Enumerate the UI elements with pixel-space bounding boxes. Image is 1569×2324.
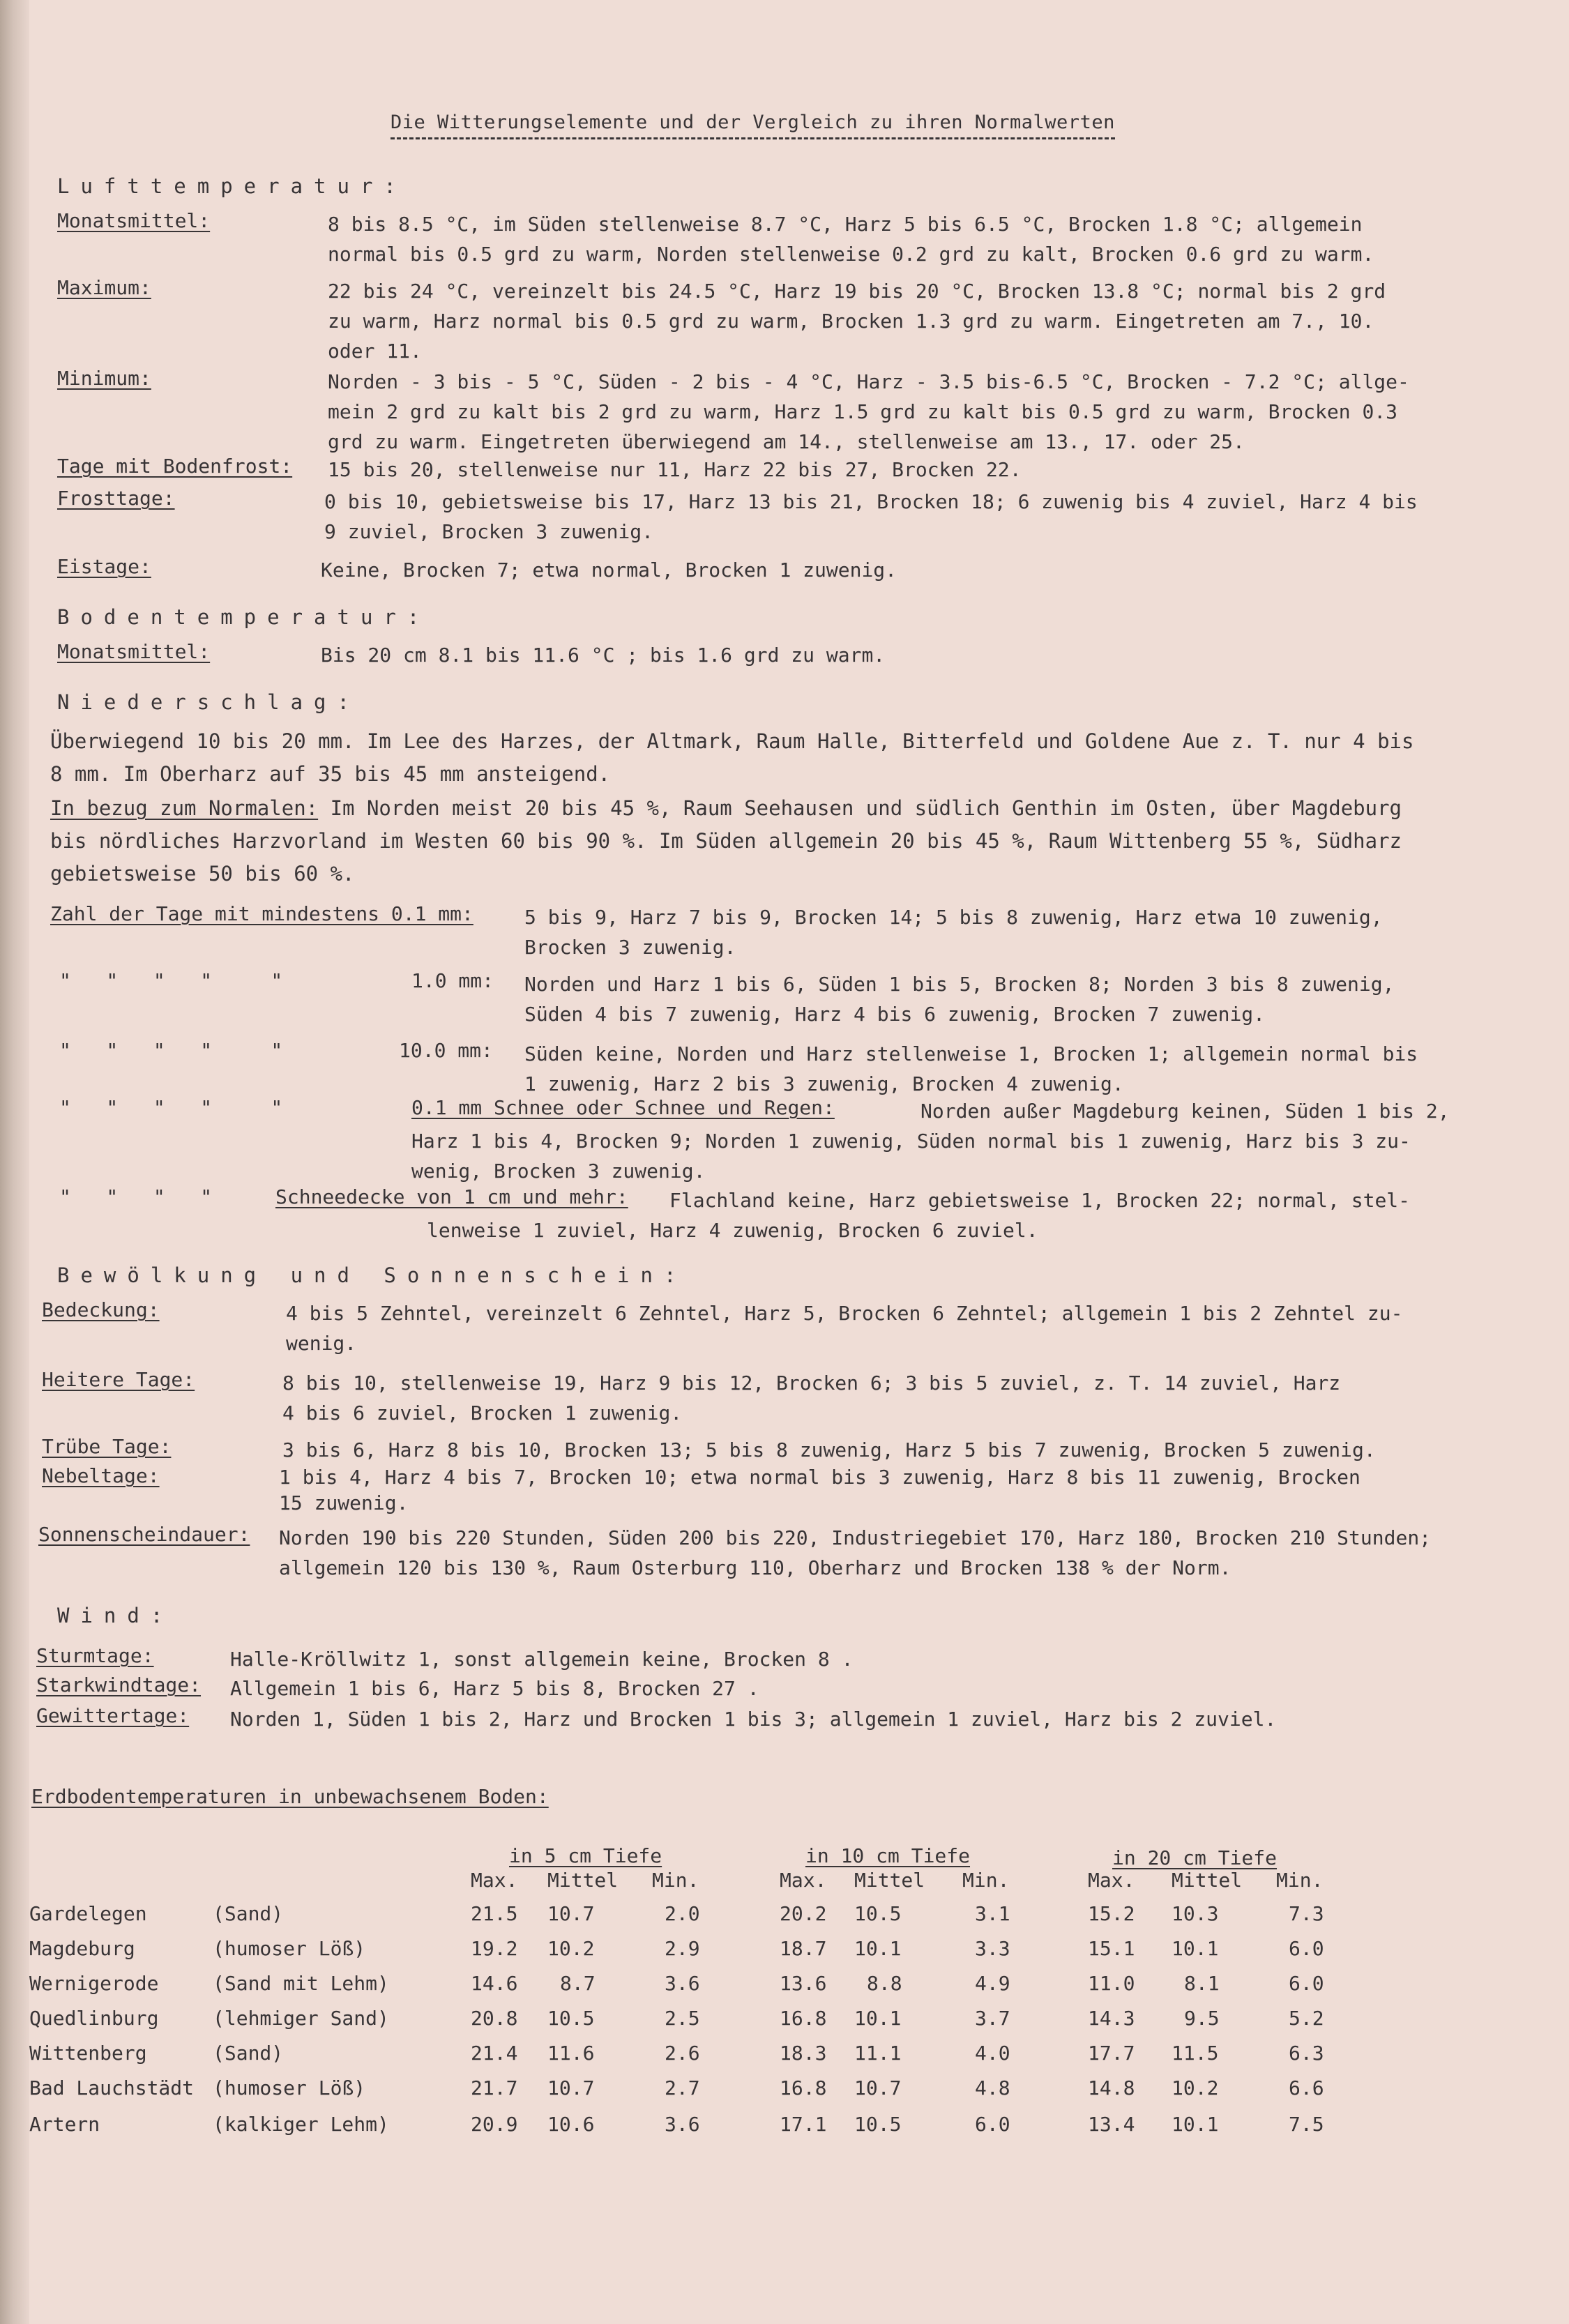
mm10-text: Süden keine, Norden und Harz stellenweise 1, Brocken 1; allgemein normal bis 1 zuwenig, Harz 2 bis 3 zuwenig, Brocken 4 zuwenig. [524, 1042, 1418, 1095]
table-cell: 15.1 [1088, 1937, 1135, 1960]
soil-type: (Sand) [213, 2042, 284, 2065]
table-cell: 7.3 [1289, 1902, 1324, 1925]
table-cell: 14.8 [1088, 2076, 1135, 2099]
schneedecke-text: Flachland keine, Harz gebietsweise 1, Brocken 22; normal, stel- [669, 1189, 1411, 1212]
starkwindtage-label: Starkwindtage: [36, 1673, 202, 1696]
table-cell: 2.6 [665, 2042, 700, 2065]
table-cell: 10.2 [547, 1937, 595, 1960]
table-cell: 6.0 [975, 2113, 1010, 2136]
luft-minimum-label: Minimum: [57, 367, 151, 390]
heitere-tage-label: Heitere Tage: [42, 1368, 195, 1391]
station-name: Artern [29, 2113, 100, 2136]
document-title: Die Witterungselemente und der Vergleich zu ihren Normalwerten [391, 112, 1115, 139]
sturmtage-text: Halle-Kröllwitz 1, sonst allgemein keine, Brocken 8 . [230, 1648, 854, 1671]
ditto-marks-1mm: " " " " " [59, 969, 283, 992]
sub-header-mittel: Mittel [854, 1869, 925, 1892]
sub-header-max: Max. [780, 1869, 827, 1892]
tage-mindestens-text: 5 bis 9, Harz 7 bis 9, Brocken 14; 5 bis 8 zuwenig, Harz etwa 10 zuwenig, Brocken 3 zuwenig. [524, 906, 1383, 959]
mm10-label: 10.0 mm: [399, 1039, 493, 1062]
station-name: Gardelegen [29, 1902, 147, 1925]
table-cell: 3.3 [975, 1937, 1010, 1960]
table-cell: 10.5 [547, 2007, 595, 2030]
heitere-tage-text: 8 bis 10, stellenweise 19, Harz 9 bis 12, Brocken 6; 3 bis 5 zuviel, z. T. 14 zuviel, Harz 4 bis 6 zuviel, Brocken 1 zuwenig. [282, 1372, 1341, 1425]
depth-header-10cm: in 10 cm Tiefe [805, 1844, 971, 1867]
table-cell: 20.2 [780, 1902, 827, 1925]
luft-eistage-text: Keine, Brocken 7; etwa normal, Brocken 1 zuwenig. [321, 559, 897, 582]
table-cell: 10.7 [854, 2076, 902, 2099]
luft-bodenfrost-text: 15 bis 20, stellenweise nur 11, Harz 22 bis 27, Brocken 22. [328, 458, 1022, 481]
section-bewoelkung-heading: Bewölkung und Sonnenschein: [57, 1263, 688, 1287]
table-cell: 11.0 [1088, 1972, 1135, 1995]
table-cell: 13.4 [1088, 2113, 1135, 2136]
bedeckung-text: 4 bis 5 Zehntel, vereinzelt 6 Zehntel, Harz 5, Brocken 6 Zehntel; allgemein 1 bis 2 Zehntel zu- wenig. [286, 1302, 1403, 1355]
table-cell: 2.7 [665, 2076, 700, 2099]
table-cell: 10.1 [854, 2007, 902, 2030]
table-cell: 20.8 [471, 2007, 518, 2030]
nebeltage-label: Nebeltage: [42, 1464, 160, 1487]
table-cell: 16.8 [780, 2076, 827, 2099]
table-cell: 3.7 [975, 2007, 1010, 2030]
table-cell: 6.6 [1289, 2076, 1324, 2099]
table-cell: 10.7 [547, 2076, 595, 2099]
table-cell: 18.7 [780, 1937, 827, 1960]
soil-type: (Sand) [213, 1902, 284, 1925]
section-bodentemperatur-heading: Bodentemperatur: [57, 605, 431, 629]
table-cell: 6.0 [1289, 1972, 1324, 1995]
table-cell: 8.7 [560, 1972, 596, 1995]
section-niederschlag-heading: Niederschlag: [57, 690, 361, 714]
table-cell: 3.6 [665, 2113, 700, 2136]
erdboden-heading: Erdbodentemperaturen in unbewachsenem Boden: [31, 1785, 549, 1808]
depth-header-5cm: in 5 cm Tiefe [509, 1844, 662, 1867]
schneedecke-label: Schneedecke von 1 cm und mehr: [275, 1185, 628, 1208]
table-cell: 11.1 [854, 2042, 902, 2065]
niederschlag-bezug-paragraph [50, 792, 1543, 890]
sub-header-min: Min. [962, 1869, 1010, 1892]
schnee-regen-text: Norden außer Magdeburg keinen, Süden 1 bis 2, [920, 1100, 1450, 1123]
table-cell: 10.6 [547, 2113, 595, 2136]
table-cell: 21.4 [471, 2042, 518, 2065]
table-cell: 6.3 [1289, 2042, 1324, 2065]
table-cell: 14.6 [471, 1972, 518, 1995]
bedeckung-label: Bedeckung: [42, 1298, 160, 1321]
sub-header-min: Min. [1276, 1869, 1324, 1892]
sub-header-mittel: Mittel [547, 1869, 619, 1892]
table-cell: 21.5 [471, 1902, 518, 1925]
ditto-marks-schnee: " " " " " [59, 1096, 283, 1119]
table-cell: 8.1 [1184, 1972, 1220, 1995]
table-cell: 4.8 [975, 2076, 1010, 2099]
soil-type: (lehmiger Sand) [213, 2007, 389, 2030]
station-name: Wittenberg [29, 2042, 147, 2065]
luft-eistage-label: Eistage: [57, 555, 151, 578]
table-cell: 20.9 [471, 2113, 518, 2136]
niederschlag-intro: Überwiegend 10 bis 20 mm. Im Lee des Harzes, der Altmark, Raum Halle, Bitterfeld und Goldene Aue z. T. nur 4 bis 8 mm. Im Oberharz auf 35 bis 45 mm ansteigend. [50, 729, 1414, 786]
luft-monatsmittel-text: 8 bis 8.5 °C, im Süden stellenweise 8.7 °C, Harz 5 bis 6.5 °C, Brocken 1.8 °C; allgemein normal bis 0.5 grd zu warm, Norden stellenweise 0.2 grd zu kalt, Brocken 0.6 grd zu warm. [328, 213, 1374, 266]
sub-header-min: Min. [652, 1869, 699, 1892]
table-cell: 14.3 [1088, 2007, 1135, 2030]
table-cell: 16.8 [780, 2007, 827, 2030]
table-cell: 11.6 [547, 2042, 595, 2065]
starkwindtage-text: Allgemein 1 bis 6, Harz 5 bis 8, Brocken 27 . [230, 1677, 759, 1700]
table-cell: 13.6 [780, 1972, 827, 1995]
luft-bodenfrost-label: Tage mit Bodenfrost: [57, 455, 293, 478]
sub-header-mittel: Mittel [1172, 1869, 1243, 1892]
luft-frosttage-text: 0 bis 10, gebietsweise bis 17, Harz 13 bis 21, Brocken 18; 6 zuwenig bis 4 zuviel, Harz 4 bis 9 zuviel, Brocken 3 zuwenig. [324, 490, 1418, 543]
table-cell: 11.5 [1172, 2042, 1219, 2065]
table-cell: 10.5 [854, 2113, 902, 2136]
table-cell: 7.5 [1289, 2113, 1324, 2136]
table-cell: 8.8 [867, 1972, 902, 1995]
section-wind-heading: Wind: [57, 1604, 174, 1627]
niederschlag-bezug-label: In bezug zum Normalen: [50, 796, 319, 820]
table-cell: 17.1 [780, 2113, 827, 2136]
schnee-regen-text-cont: Harz 1 bis 4, Brocken 9; Norden 1 zuwenig, Süden normal bis 1 zuwenig, Harz bis 3 zu- wenig, Brocken 3 zuwenig. [411, 1130, 1411, 1183]
ditto-marks-schneedecke: " " " " [59, 1185, 213, 1208]
sonnenscheindauer-label: Sonnenscheindauer: [38, 1523, 250, 1546]
table-cell: 10.7 [547, 1902, 595, 1925]
mm1-text: Norden und Harz 1 bis 6, Süden 1 bis 5, Brocken 8; Norden 3 bis 8 zuwenig, Süden 4 bis 7 zuwenig, Harz 4 bis 6 zuwenig, Brocken 7 zuwenig. [524, 973, 1395, 1026]
sub-header-max: Max. [471, 1869, 518, 1892]
table-cell: 15.2 [1088, 1902, 1135, 1925]
luft-maximum-label: Maximum: [57, 276, 151, 299]
table-cell: 2.9 [665, 1937, 700, 1960]
luft-frosttage-label: Frosttage: [57, 487, 175, 510]
luft-monatsmittel-label: Monatsmittel: [57, 209, 211, 232]
table-cell: 9.5 [1184, 2007, 1220, 2030]
station-name: Bad Lauchstädt [29, 2076, 195, 2099]
soil-type: (Sand mit Lehm) [213, 1972, 389, 1995]
section-lufttemperatur-heading: Lufttemperatur: [57, 174, 407, 198]
schneedecke-text-cont: lenweise 1 zuviel, Harz 4 zuwenig, Brocken 6 zuviel. [427, 1219, 1038, 1242]
table-cell: 10.1 [854, 1937, 902, 1960]
truebe-tage-text: 3 bis 6, Harz 8 bis 10, Brocken 13; 5 bis 8 zuwenig, Harz 5 bis 7 zuwenig, Brocken 5 zuwenig. [282, 1438, 1376, 1461]
gewittertage-label: Gewittertage: [36, 1704, 190, 1727]
table-cell: 10.1 [1172, 2113, 1219, 2136]
table-cell: 3.1 [975, 1902, 1010, 1925]
table-cell: 18.3 [780, 2042, 827, 2065]
table-cell: 10.5 [854, 1902, 902, 1925]
luft-minimum-text: Norden - 3 bis - 5 °C, Süden - 2 bis - 4 °C, Harz - 3.5 bis-6.5 °C, Brocken - 7.2 °C; allge- mein 2 grd zu kalt bis 2 grd zu warm, Harz 1.5 grd zu kalt bis 0.5 grd zu warm, Brocken 0.3 grd zu warm. Eingetreten überwiegend am 14., stellenweise am 13., 17. oder 25. [328, 370, 1409, 453]
truebe-tage-label: Trübe Tage: [42, 1435, 172, 1458]
table-cell: 2.0 [665, 1902, 700, 1925]
boden-monatsmittel-label: Monatsmittel: [57, 640, 211, 663]
boden-monatsmittel-text: Bis 20 cm 8.1 bis 11.6 °C ; bis 1.6 grd zu warm. [321, 644, 886, 667]
table-cell: 2.5 [665, 2007, 700, 2030]
table-cell: 10.1 [1172, 1937, 1219, 1960]
table-cell: 21.7 [471, 2076, 518, 2099]
sturmtage-label: Sturmtage: [36, 1644, 154, 1667]
station-name: Quedlinburg [29, 2007, 159, 2030]
mm1-label: 1.0 mm: [411, 969, 494, 992]
station-name: Wernigerode [29, 1972, 159, 1995]
table-cell: 10.3 [1172, 1902, 1219, 1925]
table-cell: 10.2 [1172, 2076, 1219, 2099]
table-cell: 4.9 [975, 1972, 1010, 1995]
niederschlag-bezug-text: Im Norden meist 20 bis 45 %, Raum Seehausen und südlich Genthin im Osten, über Magdeburg bis nördliches Harzvorland im Westen 60 bis 90 %. Im Süden allgemein 20 bis 45 %, Raum Wittenberg 55 %, Südharz gebietsweise 50 bis 60 %. [50, 796, 1402, 886]
ditto-marks-10mm: " " " " " [59, 1039, 283, 1062]
table-cell: 17.7 [1088, 2042, 1135, 2065]
table-cell: 5.2 [1289, 2007, 1324, 2030]
table-cell: 6.0 [1289, 1937, 1324, 1960]
table-cell: 19.2 [471, 1937, 518, 1960]
depth-header-20cm: in 20 cm Tiefe [1112, 1846, 1278, 1869]
station-name: Magdeburg [29, 1937, 135, 1960]
nebeltage-text: 1 bis 4, Harz 4 bis 7, Brocken 10; etwa normal bis 3 zuwenig, Harz 8 bis 11 zuwenig, Brocken 15 zuwenig. [279, 1466, 1360, 1514]
luft-maximum-text: 22 bis 24 °C, vereinzelt bis 24.5 °C, Harz 19 bis 20 °C, Brocken 13.8 °C; normal bis 2 grd zu warm, Harz normal bis 0.5 grd zu warm, Brocken 1.3 grd zu warm. Eingetreten am 7., 10. oder 11. [328, 280, 1386, 363]
table-cell: 4.0 [975, 2042, 1010, 2065]
soil-type: (humoser Löß) [213, 2076, 366, 2099]
schnee-regen-label: 0.1 mm Schnee oder Schnee und Regen: [411, 1096, 835, 1119]
tage-mindestens-label: Zahl der Tage mit mindestens 0.1 mm: [50, 902, 473, 925]
table-cell: 3.6 [665, 1972, 700, 1995]
sub-header-max: Max. [1088, 1869, 1135, 1892]
soil-type: (kalkiger Lehm) [213, 2113, 389, 2136]
sonnenscheindauer-text: Norden 190 bis 220 Stunden, Süden 200 bis 220, Industriegebiet 170, Harz 180, Brocken 210 Stunden; allgemein 120 bis 130 %, Raum Osterburg 110, Oberharz und Brocken 138 % der Norm. [279, 1526, 1432, 1579]
gewittertage-text: Norden 1, Süden 1 bis 2, Harz und Brocken 1 bis 3; allgemein 1 zuviel, Harz bis 2 zuviel. [230, 1708, 1277, 1731]
soil-type: (humoser Löß) [213, 1937, 366, 1960]
